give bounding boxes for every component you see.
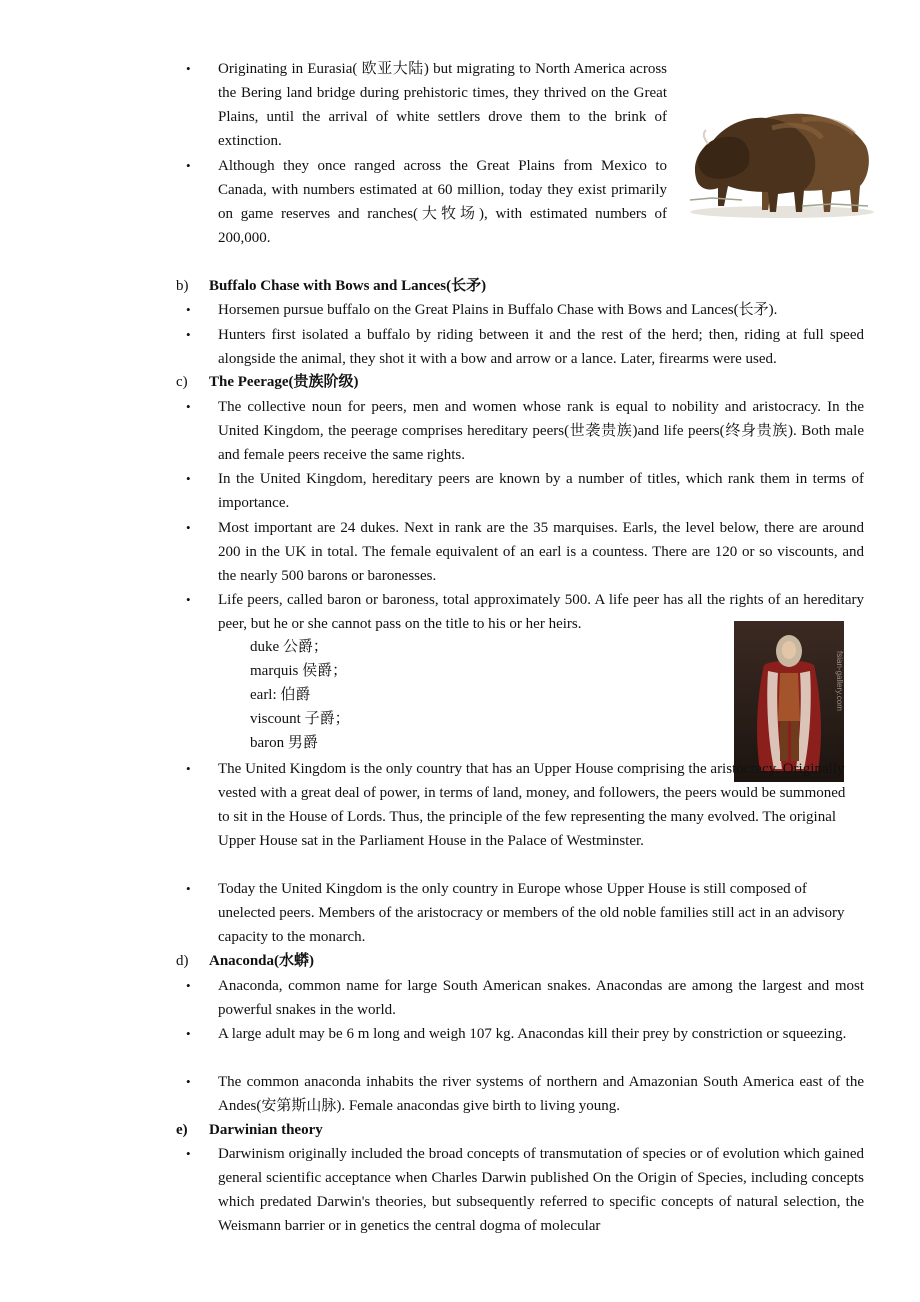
peerage-paragraph-2: In the United Kingdom, hereditary peers are known by a number of titles, which rank them in terms of importance. (218, 471, 864, 511)
section-heading-b (176, 274, 486, 298)
buffalo-paragraph-2: Hunters first isolated a buffalo by riding between it and the rest of the herd; then, riding at full speed alongside the animal, they shot it with a bow and arrow or a lance. Later, firearms were used. (218, 327, 864, 367)
bullet-glyph: • (186, 158, 191, 173)
peer-rank-list (250, 635, 350, 755)
rank-duke: duke 公爵； (250, 639, 328, 655)
section-heading-d (176, 949, 314, 973)
peerage-paragraph-3: Most important are 24 dukes. Next in rank are the 35 marquises. Earls, the level below, there are around 200 in the UK in total. The female equivalent of an earl is a countess. There are 120 or so viscounts, and the nearly 500 barons or baronesses. (218, 520, 864, 584)
buffalo-paragraph-1: Horsemen pursue buffalo on the Great Plains in Buffalo Chase with Bows and Lances(长矛). (218, 302, 778, 318)
bullet-glyph: • (186, 1146, 191, 1161)
anaconda-paragraph-3: The common anaconda inhabits the river systems of northern and Amazonian South America east of the Andes(安第斯山脉). Female anacondas give birth to living young. (218, 1074, 864, 1114)
section-title: Anaconda(水蟒) (209, 953, 315, 969)
bullet-glyph: • (186, 520, 191, 535)
bullet-glyph: • (186, 978, 191, 993)
bison-paragraph-2: Although they once ranged across the Great Plains from Mexico to Canada, with numbers estimated at 60 million, today they exist primarily on game reserves and ranches(大牧场), with estimated numbers of 200,000. (218, 158, 667, 246)
rank-baron: baron 男爵 (250, 735, 318, 751)
peerage-paragraph-1: The collective noun for peers, men and women whose rank is equal to nobility and aristocracy. In the United Kingdom, the peerage comprises hereditary peers(世袭贵族)and life peers(终身贵族). Both male and female peers receive the same rights. (218, 399, 864, 463)
bullet-glyph: • (186, 1026, 191, 1041)
bullet-glyph: • (186, 471, 191, 486)
anaconda-paragraph-2: A large adult may be 6 m long and weigh 107 kg. Anacondas kill their prey by constriction or squeezing. (218, 1026, 847, 1042)
section-heading-e (176, 1118, 323, 1142)
bison-paragraph-1: Originating in Eurasia( 欧亚大陆) but migrating to North America across the Bering land bridge during prehistoric times, they thrived on the Great Plains, until the arrival of white settlers drove them to the brink of extinction. (218, 61, 667, 149)
bullet-glyph: • (186, 61, 191, 76)
section-letter: d) (176, 953, 189, 969)
section-title: The Peerage(贵族阶级) (209, 374, 359, 390)
section-letter: e) (176, 1122, 188, 1138)
portrait-watermark: fsian-gallery.com (835, 651, 844, 711)
section-letter: c) (176, 374, 188, 390)
section-title: Buffalo Chase with Bows and Lances(长矛) (209, 278, 487, 294)
bullet-glyph: • (186, 761, 191, 776)
rank-viscount: viscount 子爵； (250, 711, 350, 727)
rank-earl: earl: 伯爵 (250, 687, 311, 703)
bullet-glyph: • (186, 327, 191, 342)
bullet-glyph: • (186, 1074, 191, 1089)
darwin-paragraph-1: Darwinism originally included the broad concepts of transmutation of species or of evolution which gained general scientific acceptance when Charles Darwin published On the Origin of Species, including concepts which predated Darwin's theories, but subsequently referred to specific concepts of natural selection, the Weismann barrier or in genetics the central dogma of molecular (218, 1146, 864, 1234)
section-letter: b) (176, 278, 189, 294)
rank-marquis: marquis 侯爵； (250, 663, 348, 679)
bullet-glyph: • (186, 592, 191, 607)
bison-image (682, 94, 876, 220)
section-heading-c (176, 370, 359, 394)
bullet-glyph: • (186, 399, 191, 414)
bullet-glyph: • (186, 881, 191, 896)
peerage-paragraph-6: Today the United Kingdom is the only country in Europe whose Upper House is still composed of unelected peers. Members of the aristocracy or members of the old noble families still act in an advisory capacity to the monarch. (218, 881, 845, 945)
bullet-glyph: • (186, 302, 191, 317)
anaconda-paragraph-1: Anaconda, common name for large South American snakes. Anacondas are among the largest and most powerful snakes in the world. (218, 978, 864, 1018)
section-title: Darwinian theory (209, 1122, 323, 1138)
peerage-paragraph-5: The United Kingdom is the only country that has an Upper House comprising the aristocracy. Originally vested with a great deal of power, in terms of land, money, and followers, the peers would be summoned to sit in the House of Lords. Thus, the principle of the few representing the many evolved. The original Upper House sat in the Parliament House in the Palace of Westminster. (218, 761, 846, 849)
peerage-paragraph-4: Life peers, called baron or baroness, total approximately 500. A life peer has all the rights of an hereditary peer, but he or she cannot pass on the title to his or her heirs. (218, 592, 864, 632)
